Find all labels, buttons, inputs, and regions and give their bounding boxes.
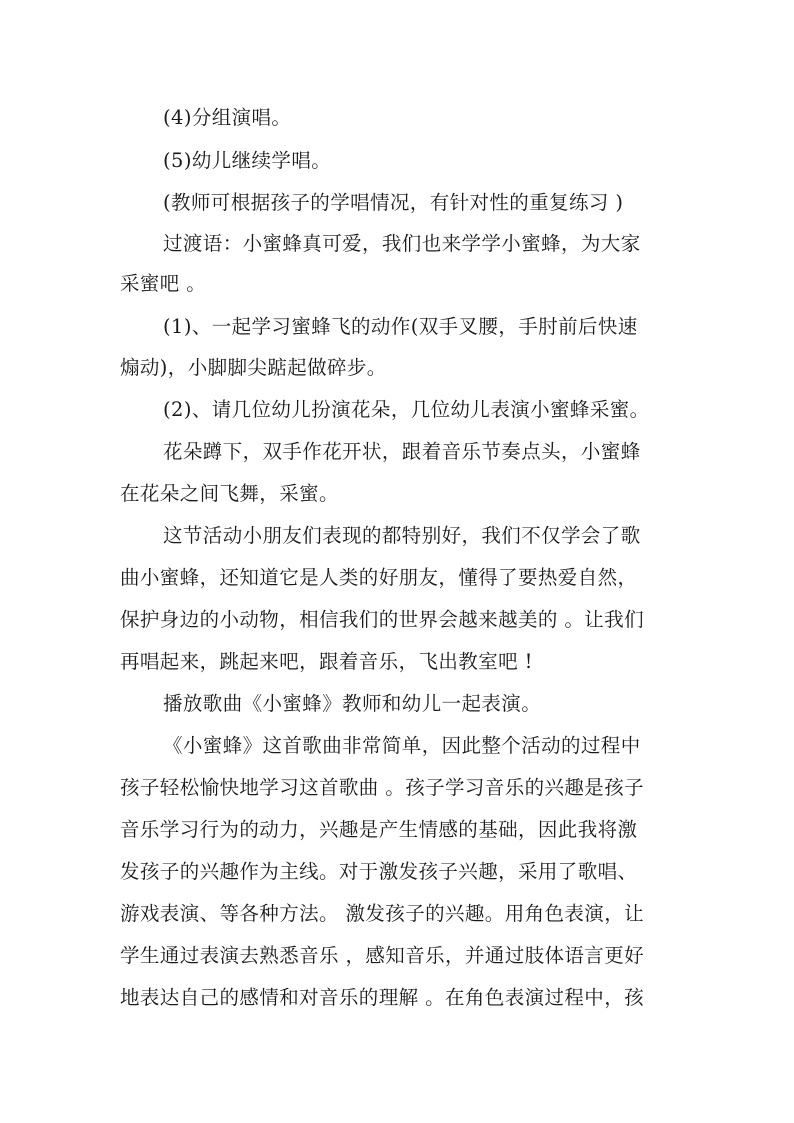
text-line: 花朵蹲下，双手作花开状，跟着音乐节奏点头，小蜜蜂 bbox=[163, 440, 641, 463]
text-line: 音乐学习行为的动力，兴趣是产生情感的基础，因此我将激 bbox=[120, 818, 638, 841]
text-line: 曲小蜜蜂，还知道它是人类的好朋友，懂得了要热爱自然， bbox=[120, 566, 638, 589]
text-line: 学生通过表演去熟悉音乐 ，感知音乐，并通过肢体语言更好 bbox=[120, 944, 644, 967]
text-line: 过渡语：小蜜蜂真可爱，我们也来学学小蜜蜂，为大家 bbox=[163, 232, 641, 255]
text-line: (1)、一起学习蜜蜂飞的动作(双手叉腰，手肘前后快速 bbox=[163, 315, 638, 338]
text-line: (教师可根据孩子的学唱情况，有针对性的重复练习 ) bbox=[163, 191, 624, 214]
text-line: 这节活动小朋友们表现的都特别好，我们不仅学会了歌 bbox=[163, 524, 641, 547]
text-line: (5)幼儿继续学唱。 bbox=[163, 149, 332, 172]
text-line: (4)分组演唱。 bbox=[163, 106, 292, 129]
text-line: (2)、请几位幼儿扮演花朵，几位幼儿表演小蜜蜂采蜜。 bbox=[163, 398, 650, 421]
text-line: 保护身边的小动物，相信我们的世界会越来越美的 。让我们 bbox=[120, 608, 644, 631]
text-line: 《小蜜蜂》这首歌曲非常简单，因此整个活动的过程中 bbox=[163, 734, 641, 757]
text-line: 孩子轻松愉快地学习这首歌曲 。孩子学习音乐的兴趣是孩子 bbox=[120, 776, 644, 799]
text-line: 地表达自己的感情和对音乐的理解 。在角色表演过程中，孩 bbox=[120, 986, 644, 1009]
text-line: 播放歌曲《小蜜蜂》教师和幼儿一起表演。 bbox=[163, 692, 542, 715]
text-line: 游戏表演、等各种方法。 激发孩子的兴趣。用角色表演，让 bbox=[120, 902, 644, 925]
text-line: 煽动)，小脚脚尖踮起做碎步。 bbox=[120, 356, 387, 379]
text-line: 在花朵之间飞舞，采蜜。 bbox=[120, 482, 339, 505]
text-line: 再唱起来，跳起来吧，跟着音乐，飞出教室吧 ! bbox=[120, 650, 533, 673]
text-line: 采蜜吧 。 bbox=[120, 272, 207, 295]
text-line: 发孩子的兴趣作为主线。对于激发孩子兴趣，采用了歌唱、 bbox=[120, 860, 638, 883]
